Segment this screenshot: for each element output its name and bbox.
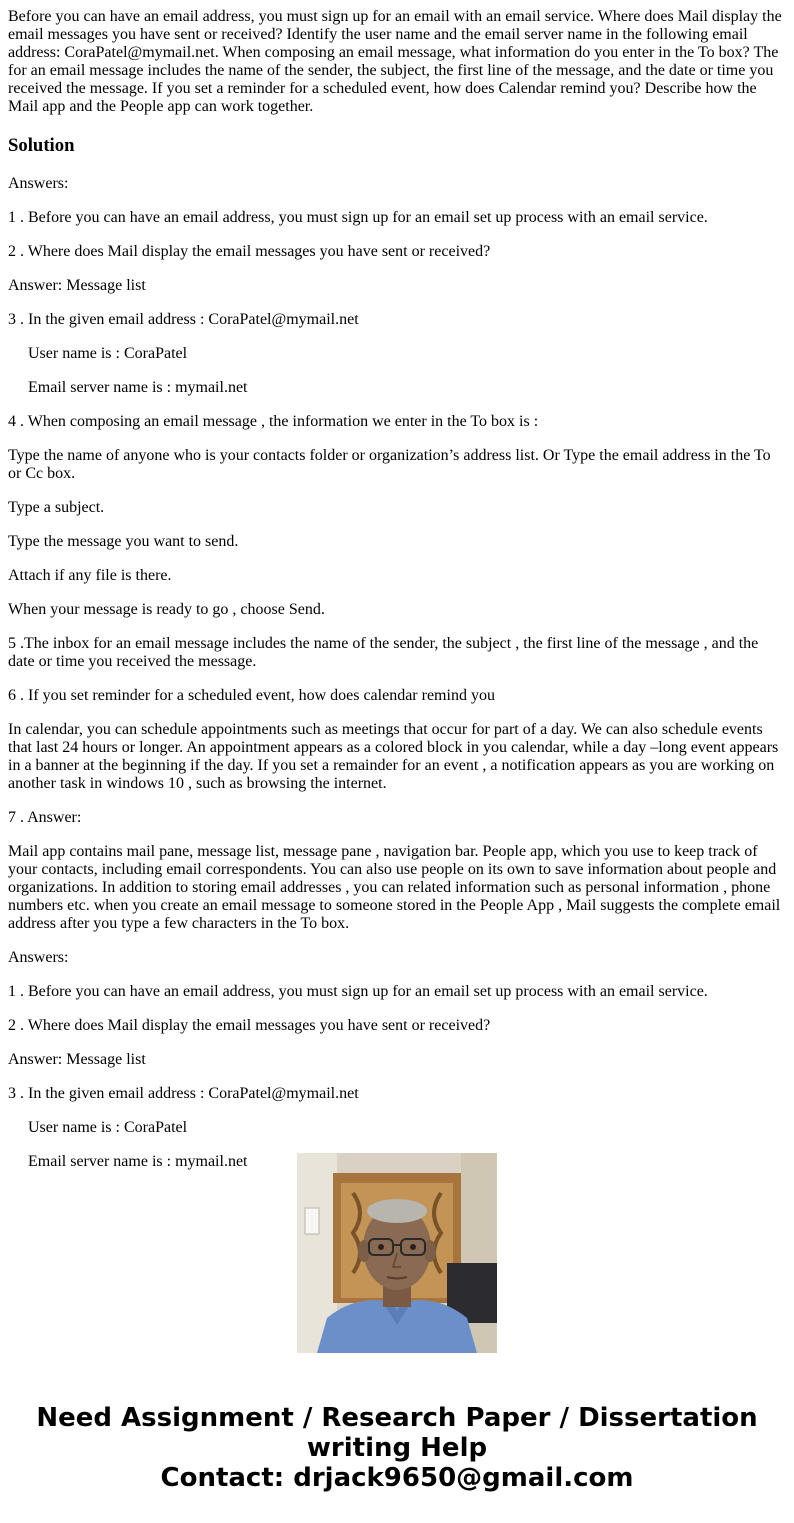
answer-4-step-2: Type a subject. <box>8 499 105 516</box>
answer-3-question-repeat: 3 . In the given email address : CoraPatel@mymail.net <box>8 1085 359 1102</box>
answer-2: Answer: Message list <box>8 277 146 294</box>
answer-4-step-1: Type the name of anyone who is your contacts folder or organization’s address list. Or Type the email address in the To or Cc box. <box>8 447 771 482</box>
answer-3-server-name-repeat: Email server name is : mymail.net <box>28 1153 248 1170</box>
answer-6: In calendar, you can schedule appointments such as meetings that occur for part of a day. We can also schedule events that last 24 hours or longer. An appointment appears as a colored block in you calendar, while a day –long event appears in a banner at the beginning if the day. If you set a remainder for an event , a notification appears as you are working on another task in windows 10 , such as browsing the internet. <box>8 721 779 792</box>
answer-1-repeat: 1 . Before you can have an email address, you must sign up for an email set up process with an email service. <box>8 983 708 1000</box>
promo-contact: Contact: drjack9650@gmail.com <box>160 1463 634 1493</box>
answer-7-heading: 7 . Answer: <box>8 809 82 826</box>
answers-heading-repeat: Answers: <box>8 949 69 966</box>
question-text: Before you can have an email address, you must sign up for an email with an email service. Where does Mail display the email messages you have sent or received? Identify the user name and the email server name in the following email address: CoraPatel@mymail.net. When composing an email message, what information do you enter in the To box? The for an email message includes the name of the sender, the subject, the first line of the message, and the date or time you received the message. If you set a reminder for a scheduled event, how does Calendar remind you? Describe how the Mail app and the People app can work together. <box>8 8 782 115</box>
answer-3-server-name: Email server name is : mymail.net <box>28 379 248 396</box>
promo-headline: Need Assignment / Research Paper / Dissertation writing Help <box>36 1403 758 1463</box>
answer-7: Mail app contains mail pane, message list, message pane , navigation bar. People app, which you use to keep track of your contacts, including email correspondents. You can also use people on its own to save information about people and organizations. In addition to storing email addresses , you can related information such as personal information , phone numbers etc. when you create an email message to someone stored in the People App , Mail suggests the complete email address after you type a few characters in the To box. <box>8 843 781 932</box>
author-avatar <box>297 1153 497 1353</box>
answer-2-question: 2 . Where does Mail display the email messages you have sent or received? <box>8 243 491 260</box>
document-content <box>8 8 786 1170</box>
answer-2-question-repeat: 2 . Where does Mail display the email messages you have sent or received? <box>8 1017 491 1034</box>
answer-4-question: 4 . When composing an email message , the information we enter in the To box is : <box>8 413 539 430</box>
answers-heading: Answers: <box>8 175 69 192</box>
solution-heading: Solution <box>8 135 75 156</box>
answer-3-question: 3 . In the given email address : CoraPatel@mymail.net <box>8 311 359 328</box>
answer-4-step-3: Type the message you want to send. <box>8 533 239 550</box>
answer-3-user-name-repeat: User name is : CoraPatel <box>28 1119 188 1136</box>
answer-4-step-5: When your message is ready to go , choose Send. <box>8 601 325 618</box>
answer-5: 5 .The inbox for an email message includes the name of the sender, the subject , the first line of the message , and the date or time you received the message. <box>8 635 759 670</box>
answer-3-user-name: User name is : CoraPatel <box>28 345 188 362</box>
answer-2-repeat: Answer: Message list <box>8 1051 146 1068</box>
answer-1: 1 . Before you can have an email address, you must sign up for an email set up process with an email service. <box>8 209 708 226</box>
answer-6-question: 6 . If you set reminder for a scheduled event, how does calendar remind you <box>8 687 495 704</box>
answer-4-step-4: Attach if any file is there. <box>8 567 172 584</box>
promo-banner <box>0 1403 794 1493</box>
